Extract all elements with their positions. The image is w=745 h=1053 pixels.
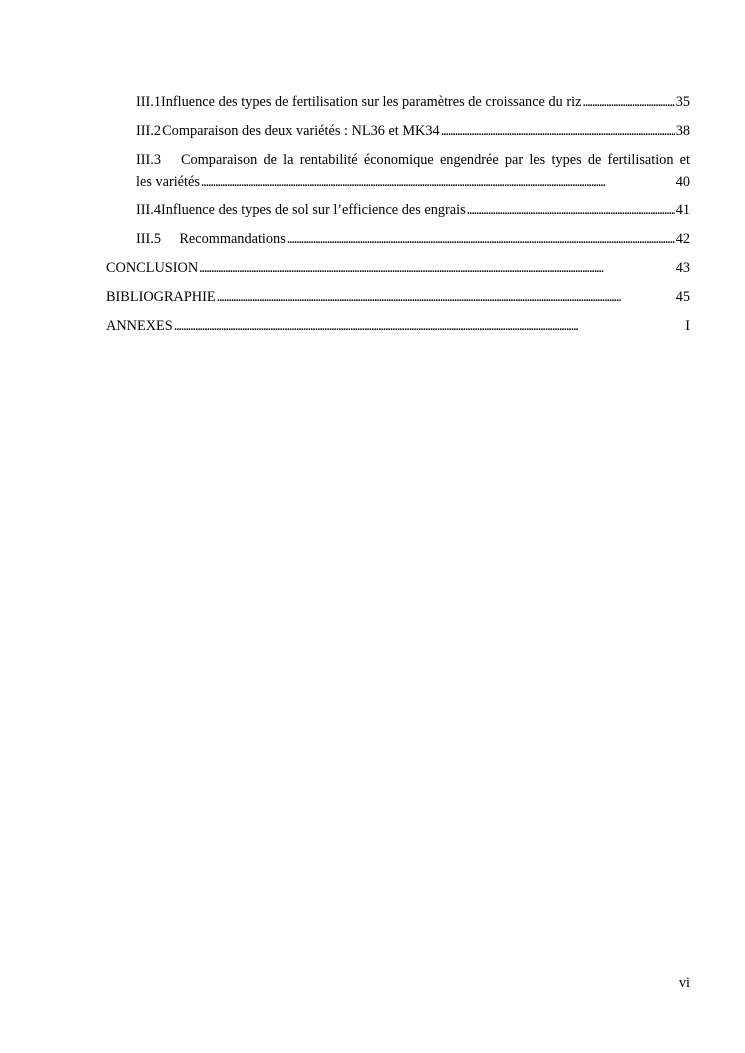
toc-leader-dots: [467, 201, 675, 219]
toc-entry-page: 45: [675, 289, 690, 305]
toc-entry-page: 38: [675, 123, 690, 139]
toc-entry-page: 43: [675, 260, 690, 276]
toc-entry-title-continued: les variétés: [136, 174, 200, 190]
toc-entry-page: 35: [675, 94, 690, 110]
toc-entry-number: III.2: [136, 123, 162, 139]
toc-entry-iii-1[interactable]: [136, 93, 690, 111]
toc-entry-page: 40: [675, 174, 690, 190]
toc-entry-title: ANNEXES: [106, 318, 173, 334]
toc-entry-number: III.1: [136, 94, 162, 110]
toc-entry-iii-4[interactable]: [136, 201, 690, 219]
toc-entry-number: III.3: [136, 152, 162, 168]
toc-leader-dots: [441, 122, 675, 140]
toc-entry-bibliographie[interactable]: [106, 288, 690, 306]
toc-entry-first-line: [136, 151, 690, 169]
toc-entry-title: Comparaison des deux variétés : NL36 et MK34: [162, 123, 440, 139]
toc-entry-iii-5[interactable]: [136, 230, 690, 248]
toc-leader-dots: [582, 93, 674, 111]
toc-entry-title: Influence des types de fertilisation sur les paramètres de croissance du riz: [161, 94, 582, 110]
toc-leader-dots: [217, 288, 675, 306]
toc-leader-dots: [201, 173, 675, 191]
toc-entry-page: 41: [675, 202, 690, 218]
toc-entry-page: I: [685, 318, 690, 334]
toc-entry-title: BIBLIOGRAPHIE: [106, 289, 216, 305]
toc-leader-dots: [199, 259, 675, 277]
toc-entry-page: 42: [675, 231, 690, 247]
page-number: vi: [678, 975, 690, 991]
toc-entry-number: III.5: [136, 231, 162, 247]
toc-entry-second-line: [136, 173, 690, 191]
toc-entry-conclusion[interactable]: [106, 259, 690, 277]
toc-leader-dots: [287, 230, 675, 248]
toc-entry-title: Recommandations: [179, 231, 286, 247]
toc-leader-dots: [174, 317, 685, 335]
toc-entry-title: Influence des types de sol sur l’efficience des engrais: [161, 202, 466, 218]
toc-entry-annexes[interactable]: [106, 317, 690, 335]
toc-entry-title: CONCLUSION: [106, 260, 199, 276]
toc-entry-number: III.4: [136, 202, 162, 218]
toc-entry-iii-2[interactable]: [136, 122, 690, 140]
toc-entry-title: Comparaison de la rentabilité économique engendrée par les types de fertilisation et: [181, 152, 690, 168]
